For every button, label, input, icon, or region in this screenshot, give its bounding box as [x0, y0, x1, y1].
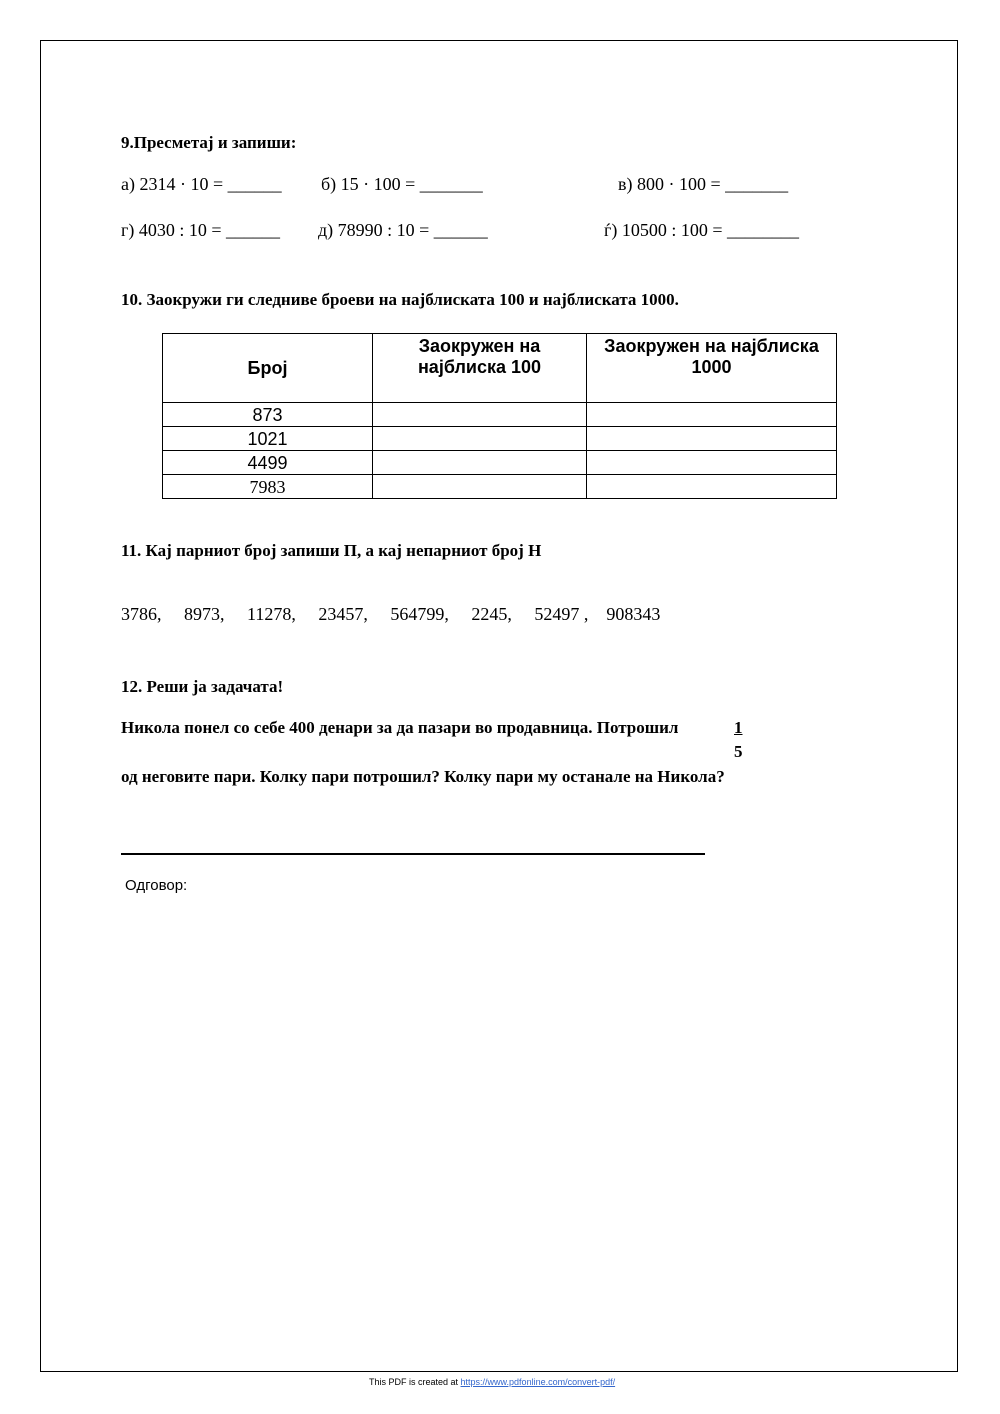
rounding-table — [162, 333, 837, 499]
column-header-number: Број — [163, 334, 373, 403]
task11-numbers: 3786, 8973, 11278, 23457, 564799, 2245, 52497 , 908343 — [121, 604, 661, 624]
table-header-row — [163, 334, 837, 403]
task10-heading: 10. Заокружи ги следниве броеви на најблиската 100 и најблиската 1000. — [121, 290, 679, 309]
column-header-round-100: Заокружен на најблиска 100 — [373, 334, 587, 403]
answer-cell-100 — [373, 427, 587, 451]
task11-heading: 11. Кај парниот број запиши П, а кај непарниот број Н — [121, 541, 542, 560]
answer-cell-1000 — [587, 475, 837, 499]
answer-cell-100 — [373, 403, 587, 427]
task9-d: д) 78990 : 10 = ______ — [318, 220, 488, 240]
number-cell: 4499 — [163, 451, 373, 475]
answer-cell-100 — [373, 451, 587, 475]
task12-line1: Никола понел со себе 400 денари за да пазари во продавница. Потрошил — [121, 718, 679, 737]
answer-cell-1000 — [587, 427, 837, 451]
task12-heading-number: 12 — [121, 677, 138, 696]
table-row — [163, 475, 837, 499]
task9-a: а) 2314 · 10 = ______ — [121, 174, 282, 194]
column-header-round-1000: Заокружен на најблиска 1000 — [587, 334, 837, 403]
pdf-footer — [369, 1377, 615, 1387]
task12-line2: од неговите пари. Колку пари потрошил? Колку пари му останале на Никола? — [121, 767, 725, 786]
fraction-denominator: 5 — [734, 742, 743, 761]
task12-heading — [121, 677, 283, 697]
answer-label: Одговор: — [125, 877, 188, 894]
answer-cell-1000 — [587, 403, 837, 427]
answer-cell-100 — [373, 475, 587, 499]
footer-text: This PDF is created at — [369, 1377, 461, 1387]
answer-line — [121, 853, 705, 855]
task9-b: б) 15 · 100 = _______ — [321, 174, 483, 194]
number-cell: 873 — [163, 403, 373, 427]
answer-cell-1000 — [587, 451, 837, 475]
table-row — [163, 451, 837, 475]
number-cell: 7983 — [163, 475, 373, 499]
task12-heading-text: . Реши ја задачата! — [138, 677, 284, 696]
task9-gj: ѓ) 10500 : 100 = ________ — [604, 220, 800, 240]
task9-g: г) 4030 : 10 = ______ — [121, 220, 281, 240]
task9-v: в) 800 · 100 = _______ — [618, 174, 789, 194]
fraction-numerator: 1 — [734, 718, 743, 737]
table-row — [163, 427, 837, 451]
table-row — [163, 403, 837, 427]
task9-heading: 9.Пресметај и запиши: — [121, 133, 297, 152]
number-cell: 1021 — [163, 427, 373, 451]
footer-link[interactable]: https://www.pdfonline.com/convert-pdf/ — [460, 1377, 616, 1387]
